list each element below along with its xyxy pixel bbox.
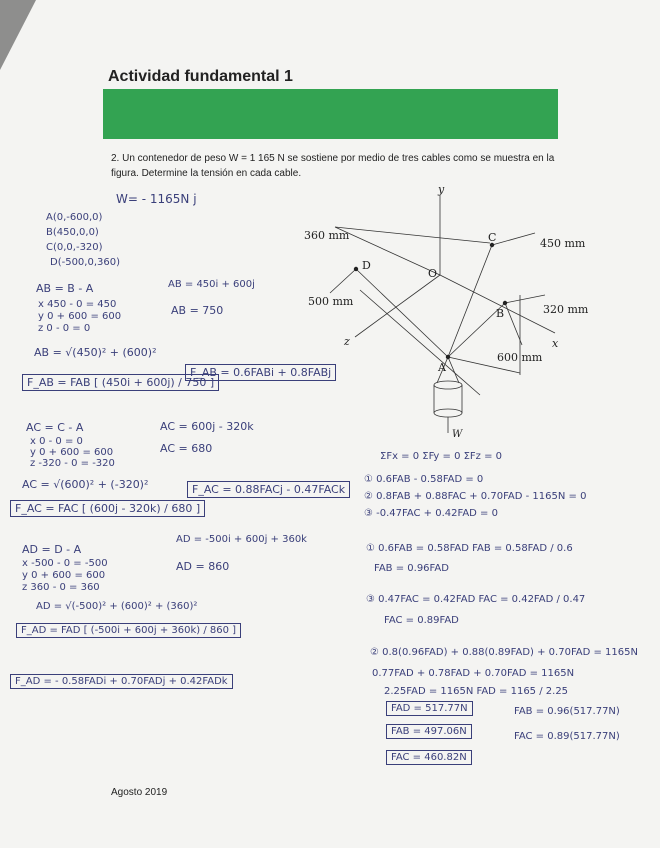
hw-ad-def: AD = D - A bbox=[22, 543, 82, 556]
hw-fac-sub: FAC = 0.89FAD bbox=[384, 615, 459, 626]
hw-point-b: B(450,0,0) bbox=[46, 227, 99, 238]
hw-fab-calc: FAB = 0.96(517.77N) bbox=[514, 706, 620, 717]
hw-ac-mag: AC = √(600)² + (-320)² bbox=[22, 478, 149, 491]
hw-ad-vector: AD = -500i + 600j + 360k bbox=[176, 534, 307, 545]
hw-fad-solve: 2.25FAD = 1165N FAD = 1165 / 2.25 bbox=[384, 686, 569, 697]
hw-ab-y: y 0 + 600 = 600 bbox=[38, 311, 122, 322]
hw-ac-x: x 0 - 0 = 0 bbox=[30, 436, 83, 447]
hw-point-c: C(0,0,-320) bbox=[46, 242, 103, 253]
cable-diagram bbox=[300, 185, 610, 440]
hw-ab-x: x 450 - 0 = 450 bbox=[38, 299, 117, 310]
hw-fab-final: FAB = 497.06N bbox=[386, 724, 472, 739]
dim-320: 320 mm bbox=[543, 303, 589, 316]
x-axis-line bbox=[440, 275, 555, 333]
hw-eq3: ③ -0.47FAC + 0.42FAD = 0 bbox=[364, 508, 498, 519]
page-title: Actividad fundamental 1 bbox=[108, 68, 293, 85]
point-a-dot bbox=[446, 355, 450, 359]
hw-ad-mag: AD = √(-500)² + (600)² + (360)² bbox=[36, 601, 198, 612]
hw-ac-vector: AC = 600j - 320k bbox=[160, 420, 254, 433]
z-axis-line bbox=[355, 275, 440, 337]
hw-fad-vector: F_AD = FAD [ (-500i + 600j + 360k) / 860 ] bbox=[16, 623, 241, 638]
label-c: C bbox=[488, 231, 497, 244]
hw-ab-z: z 0 - 0 = 0 bbox=[38, 323, 91, 334]
dim-600: 600 mm bbox=[497, 351, 543, 364]
hw-ad-y: y 0 + 600 = 600 bbox=[22, 570, 106, 581]
hw-solve1: ① 0.6FAB = 0.58FAD FAB = 0.58FAD / 0.6 bbox=[366, 543, 573, 554]
hw-ab-length: AB = 750 bbox=[171, 304, 224, 317]
hw-ac-z: z -320 - 0 = -320 bbox=[30, 458, 115, 469]
hw-solve3: ③ 0.47FAC = 0.42FAD FAC = 0.42FAD / 0.47 bbox=[366, 594, 586, 605]
point-d-dot bbox=[354, 267, 358, 271]
green-banner bbox=[103, 89, 558, 139]
hw-ac-length: AC = 680 bbox=[160, 442, 213, 455]
hw-eq2: ② 0.8FAB + 0.88FAC + 0.70FAD - 1165N = 0 bbox=[364, 491, 587, 502]
dim-360: 360 mm bbox=[304, 229, 350, 242]
hw-fac-final: FAC = 460.82N bbox=[386, 750, 472, 765]
hw-ac-y: y 0 + 600 = 600 bbox=[30, 447, 114, 458]
label-a: A bbox=[438, 361, 446, 374]
hw-ad-z: z 360 - 0 = 360 bbox=[22, 582, 100, 593]
hw-ad-length: AD = 860 bbox=[176, 560, 230, 573]
dim-500: 500 mm bbox=[308, 295, 354, 308]
hw-eq1: ① 0.6FAB - 0.58FAD = 0 bbox=[364, 474, 484, 485]
hw-fad-final: FAD = 517.77N bbox=[386, 701, 473, 716]
hw-point-a: A(0,-600,0) bbox=[46, 212, 103, 223]
hw-equilibrium: ΣFx = 0 ΣFy = 0 ΣFz = 0 bbox=[380, 451, 503, 462]
hw-substitute: ② 0.8(0.96FAD) + 0.88(0.89FAD) + 0.70FAD = 1165N bbox=[370, 647, 638, 658]
label-w: W bbox=[452, 429, 463, 440]
dim-450: 450 mm bbox=[540, 237, 586, 250]
label-z: z bbox=[344, 335, 350, 348]
hw-fab-result: F_AB = 0.6FABi + 0.8FABj bbox=[185, 364, 336, 381]
hw-ab-def: AB = B - A bbox=[36, 282, 94, 295]
hw-ac-def: AC = C - A bbox=[26, 421, 84, 434]
footer-date: Agosto 2019 bbox=[111, 787, 168, 798]
page-fold-shadow bbox=[0, 0, 36, 70]
hw-fad-components: F_AD = - 0.58FADi + 0.70FADj + 0.42FADk bbox=[10, 674, 233, 689]
label-y: y bbox=[438, 185, 445, 196]
hw-point-d: D(-500,0,360) bbox=[50, 257, 121, 268]
hw-fac-vector: F_AC = FAC [ (600j - 320k) / 680 ] bbox=[10, 500, 205, 517]
hw-fab-sub: FAB = 0.96FAD bbox=[374, 563, 449, 574]
label-o: O bbox=[428, 267, 438, 280]
hw-ab-vector: AB = 450i + 600j bbox=[168, 279, 255, 290]
cable-ad bbox=[356, 269, 448, 357]
label-x: x bbox=[552, 337, 559, 350]
cable-ac bbox=[448, 245, 492, 357]
label-b: B bbox=[496, 307, 505, 320]
hw-fab-vector: F_AB = FAB [ (450i + 600j) / 750 ] bbox=[22, 374, 219, 391]
problem-statement: 2. Un contenedor de peso W = 1 165 N se sostiene por medio de tres cables como se muestra en la figura. Determine la tensión en cada cable. bbox=[111, 153, 555, 179]
hw-fac-calc: FAC = 0.89(517.77N) bbox=[514, 731, 620, 742]
hw-fac-result: F_AC = 0.88FACj - 0.47FACk bbox=[187, 481, 350, 498]
hw-sum: 0.77FAD + 0.78FAD + 0.70FAD = 1165N bbox=[372, 668, 575, 679]
hw-weight: W= - 1165N j bbox=[116, 192, 197, 206]
point-b-dot bbox=[503, 301, 507, 305]
hw-ab-mag: AB = √(450)² + (600)² bbox=[34, 346, 157, 359]
label-d: D bbox=[362, 259, 371, 272]
hw-ad-x: x -500 - 0 = -500 bbox=[22, 558, 108, 569]
